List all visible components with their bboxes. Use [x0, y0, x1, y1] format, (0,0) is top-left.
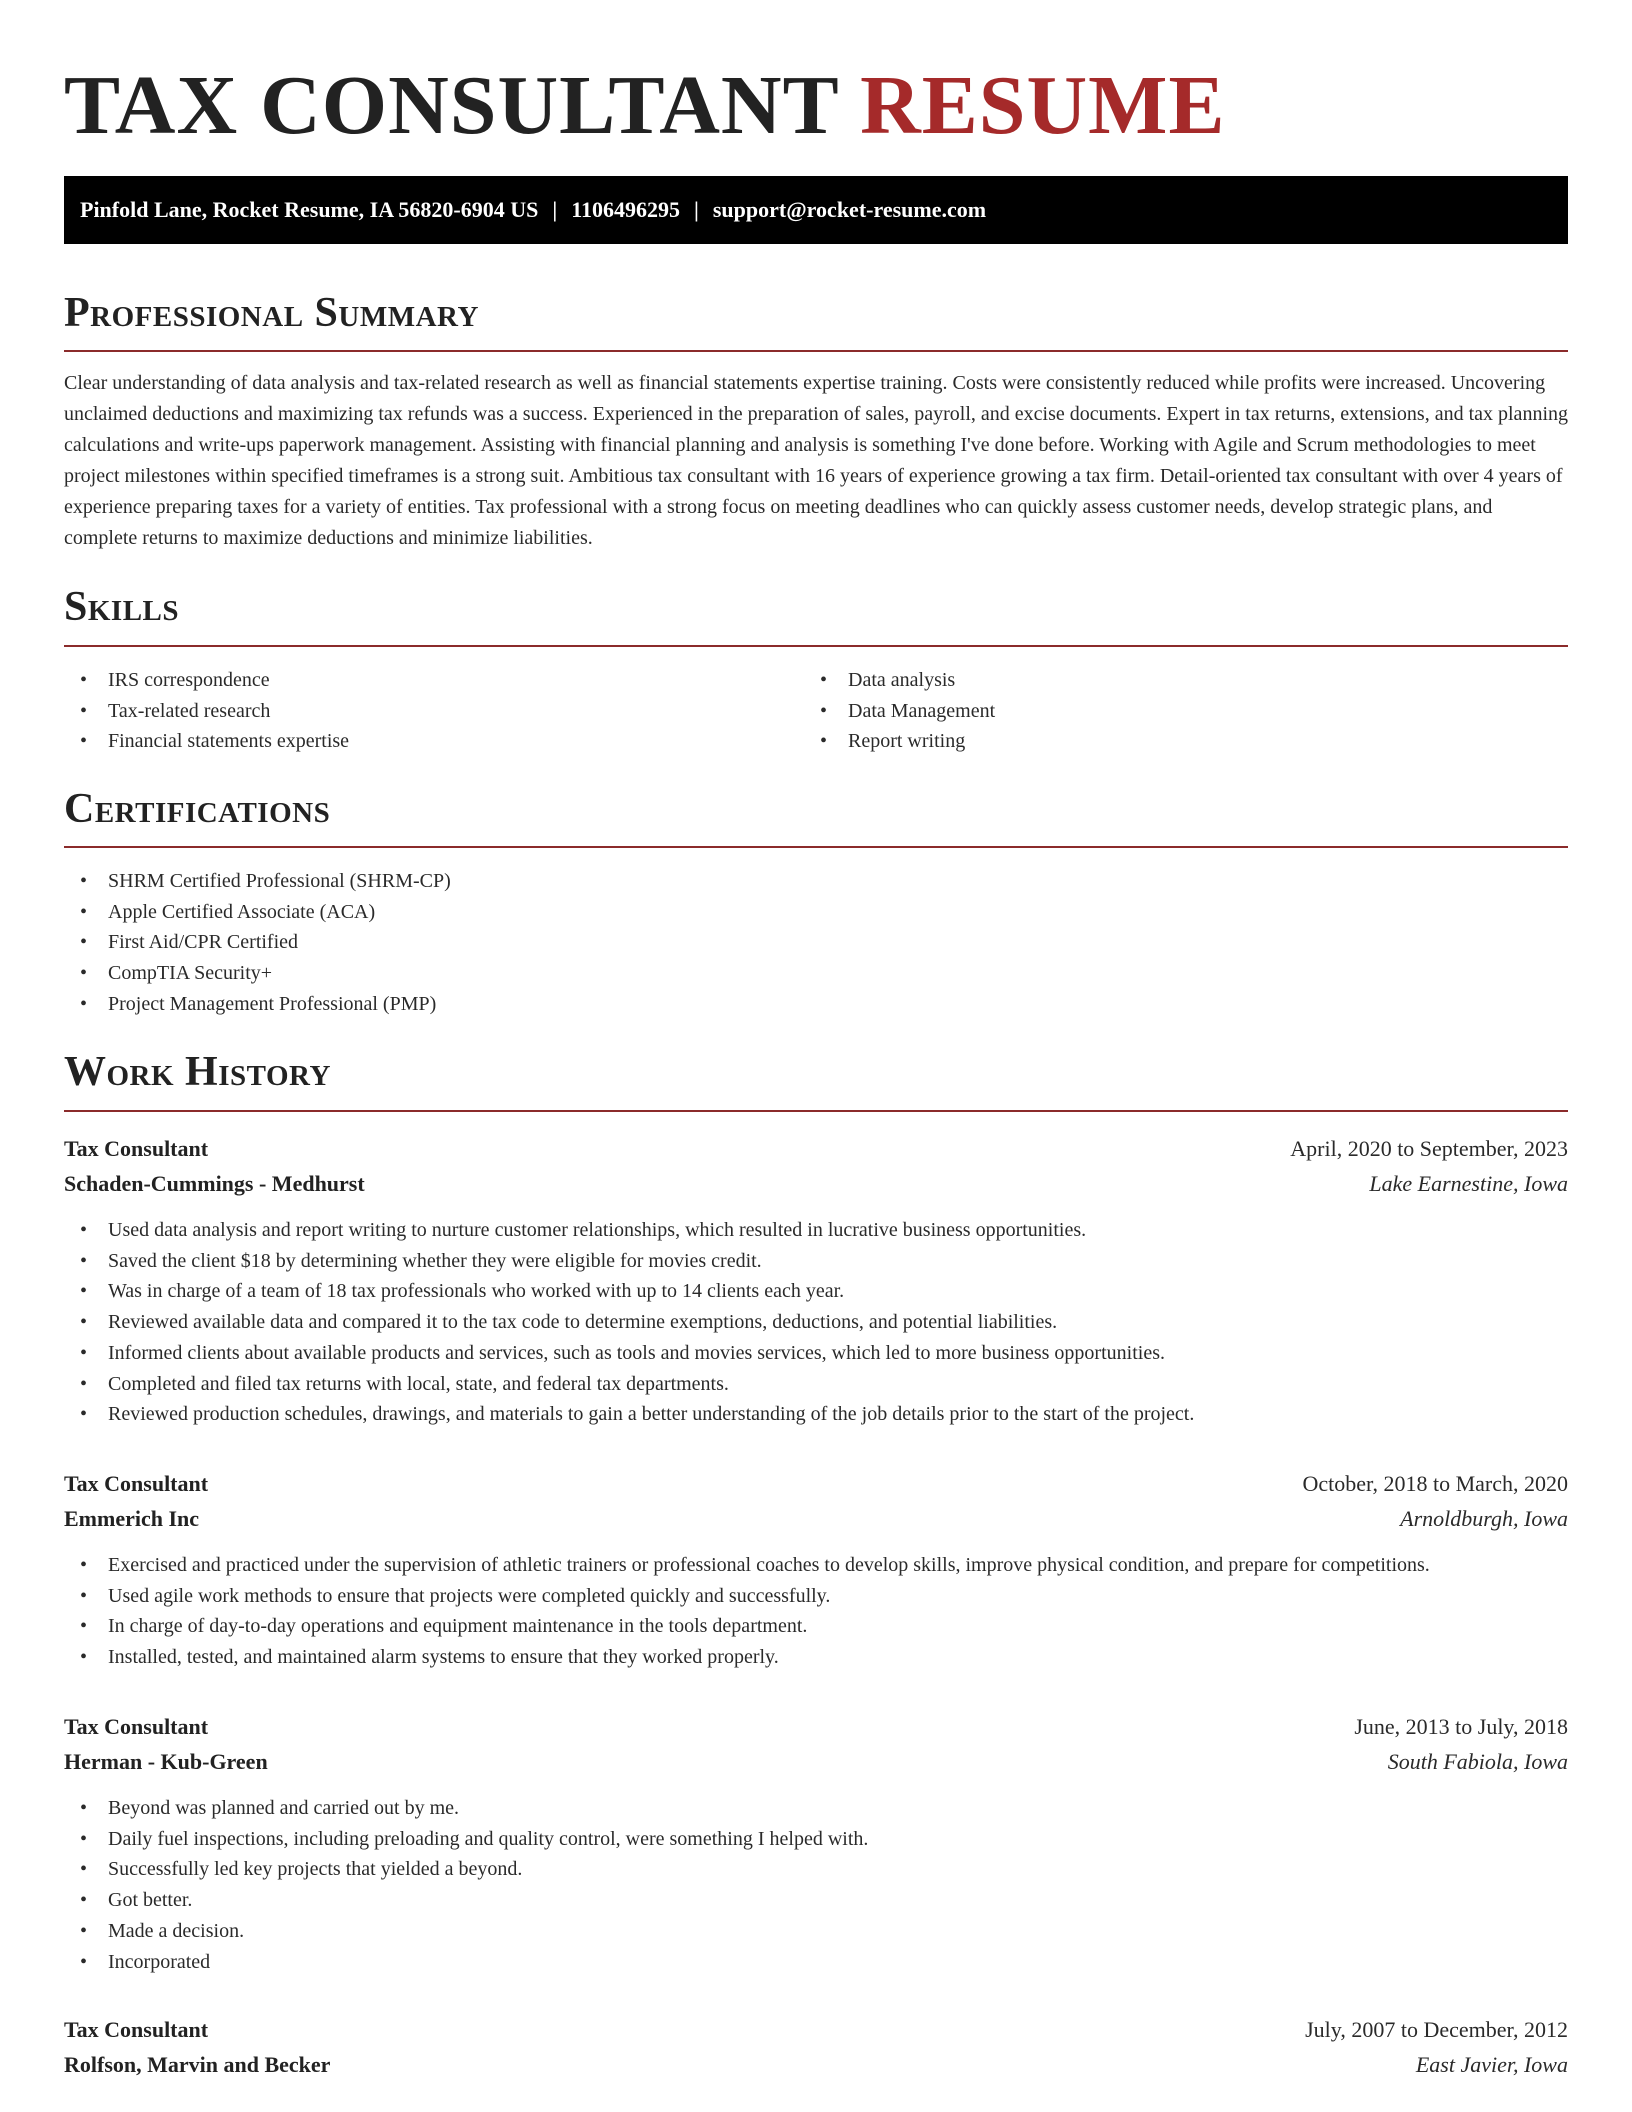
job-duty: • Completed and filed tax returns with local, state, and federal tax departments.	[64, 1369, 1568, 1400]
skills-heading: Skills	[64, 584, 180, 630]
title-accent: RESUME	[860, 59, 1226, 152]
contact-phone: 1106496295	[571, 197, 680, 222]
job-duty: • Daily fuel inspections, including preloading and quality control, were something I helped with.	[64, 1824, 1568, 1855]
job-duty: • Used agile work methods to ensure that projects were completed quickly and successfully.	[64, 1581, 1568, 1612]
certification-item: • SHRM Certified Professional (SHRM-CP)	[64, 866, 1568, 897]
certification-item: • CompTIA Security+	[64, 958, 1568, 989]
job-duty: • Was in charge of a team of 18 tax professionals who worked with up to 14 clients each year.	[64, 1276, 1568, 1307]
job-dates: July, 2007 to December, 2012	[1305, 2017, 1568, 2042]
job-duty: • Reviewed production schedules, drawings, and materials to gain a better understanding of the job details prior to the start of the project.	[64, 1399, 1568, 1430]
job-title: Tax Consultant	[64, 1136, 209, 1161]
skill-item: • Data Management	[804, 696, 1544, 727]
job-dates: April, 2020 to September, 2023	[1290, 1136, 1568, 1161]
summary-text: Clear understanding of data analysis and tax-related research as well as financial statements expertise training. Costs were consistently reduced while profits were increased. Uncovering unclaimed deductions and maximizing tax refunds was a success. Experienced in the preparation of sales, payroll, and excise documents. Expert in tax returns, extensions, and tax planning calculations and write-ups paperwork management. Assisting with financial planning and analysis is something I've done before. Working with Agile and Scrum methodologies to meet project milestones within specified timeframes is a strong suit. Ambitious tax consultant with 16 years of experience growing a tax firm. Detail-oriented tax consultant with over 4 years of experience preparing taxes for a variety of entities. Tax professional with a strong focus on meeting deadlines who can quickly assess customer needs, develop strategic plans, and complete returns to maximize deductions and minimize liabilities.	[64, 372, 1568, 549]
job-location: Lake Earnestine, Iowa	[1369, 1171, 1568, 1196]
job-duty: • Informed clients about available products and services, such as tools and movies services, which led to more business opportunities.	[64, 1338, 1568, 1369]
skill-item: • Financial statements expertise	[64, 726, 804, 757]
certifications-heading: Certifications	[64, 786, 331, 832]
job-company: Schaden-Cummings - Medhurst	[64, 1171, 365, 1196]
job-location: East Javier, Iowa	[1415, 2052, 1568, 2077]
summary-divider	[64, 350, 1568, 352]
job-duty: • Made a decision.	[64, 1916, 1568, 1947]
skills-divider	[64, 645, 1568, 647]
certifications-list	[64, 866, 1568, 1020]
skill-item: • IRS correspondence	[64, 665, 804, 696]
job-duty: • Reviewed available data and compared it to the tax code to determine exemptions, deductions, and potential liabilities.	[64, 1307, 1568, 1338]
certification-item: • Project Management Professional (PMP)	[64, 989, 1568, 1020]
summary-heading: Professional Summary	[64, 290, 479, 336]
contact-separator: |	[694, 197, 699, 222]
job-company: Rolfson, Marvin and Becker	[64, 2052, 331, 2077]
resume-title	[64, 56, 1226, 156]
job-entry	[64, 1131, 1568, 1430]
job-title: Tax Consultant	[64, 2017, 209, 2042]
work-history-heading: Work History	[64, 1049, 331, 1095]
contact-bar	[64, 176, 1568, 244]
job-dates: October, 2018 to March, 2020	[1302, 1471, 1568, 1496]
skills-list-left	[64, 665, 804, 757]
job-entry	[64, 2012, 1568, 2082]
job-duty: • Used data analysis and report writing to nurture customer relationships, which resulted in lucrative business opportunities.	[64, 1215, 1568, 1246]
skills-list-right	[804, 665, 1544, 757]
job-entry	[64, 1466, 1568, 1673]
job-duty: • Beyond was planned and carried out by me.	[64, 1793, 1568, 1824]
skill-item: • Report writing	[804, 726, 1544, 757]
certifications-divider	[64, 846, 1568, 848]
job-duty: • In charge of day-to-day operations and equipment maintenance in the tools department.	[64, 1611, 1568, 1642]
job-title: Tax Consultant	[64, 1471, 209, 1496]
certification-item: • First Aid/CPR Certified	[64, 927, 1568, 958]
contact-email: support@rocket-resume.com	[712, 197, 987, 222]
job-location: South Fabiola, Iowa	[1387, 1749, 1568, 1774]
contact-address: Pinfold Lane, Rocket Resume, IA 56820-6904 US	[80, 197, 539, 222]
job-company: Emmerich Inc	[64, 1506, 200, 1531]
job-company: Herman - Kub-Green	[64, 1749, 268, 1774]
certification-item: • Apple Certified Associate (ACA)	[64, 897, 1568, 928]
job-entry	[64, 1709, 1568, 1977]
job-duty: • Successfully led key projects that yielded a beyond.	[64, 1854, 1568, 1885]
job-duties-list	[64, 1215, 1568, 1430]
work-history-divider	[64, 1110, 1568, 1112]
job-duty: • Installed, tested, and maintained alarm systems to ensure that they worked properly.	[64, 1642, 1568, 1673]
job-duties-list	[64, 1550, 1568, 1673]
job-duty: • Incorporated	[64, 1947, 1568, 1978]
skill-item: • Tax-related research	[64, 696, 804, 727]
job-duty: • Got better.	[64, 1885, 1568, 1916]
job-duties-list	[64, 1793, 1568, 1977]
contact-separator: |	[552, 197, 558, 222]
title-main: TAX CONSULTANT	[64, 59, 839, 152]
job-dates: June, 2013 to July, 2018	[1354, 1714, 1568, 1739]
job-duty: • Saved the client $18 by determining whether they were eligible for movies credit.	[64, 1246, 1568, 1277]
job-duty: • Exercised and practiced under the supervision of athletic trainers or professional coaches to develop skills, improve physical condition, and prepare for competitions.	[64, 1550, 1568, 1581]
job-location: Arnoldburgh, Iowa	[1400, 1506, 1568, 1531]
skill-item: • Data analysis	[804, 665, 1544, 696]
job-title: Tax Consultant	[64, 1714, 209, 1739]
